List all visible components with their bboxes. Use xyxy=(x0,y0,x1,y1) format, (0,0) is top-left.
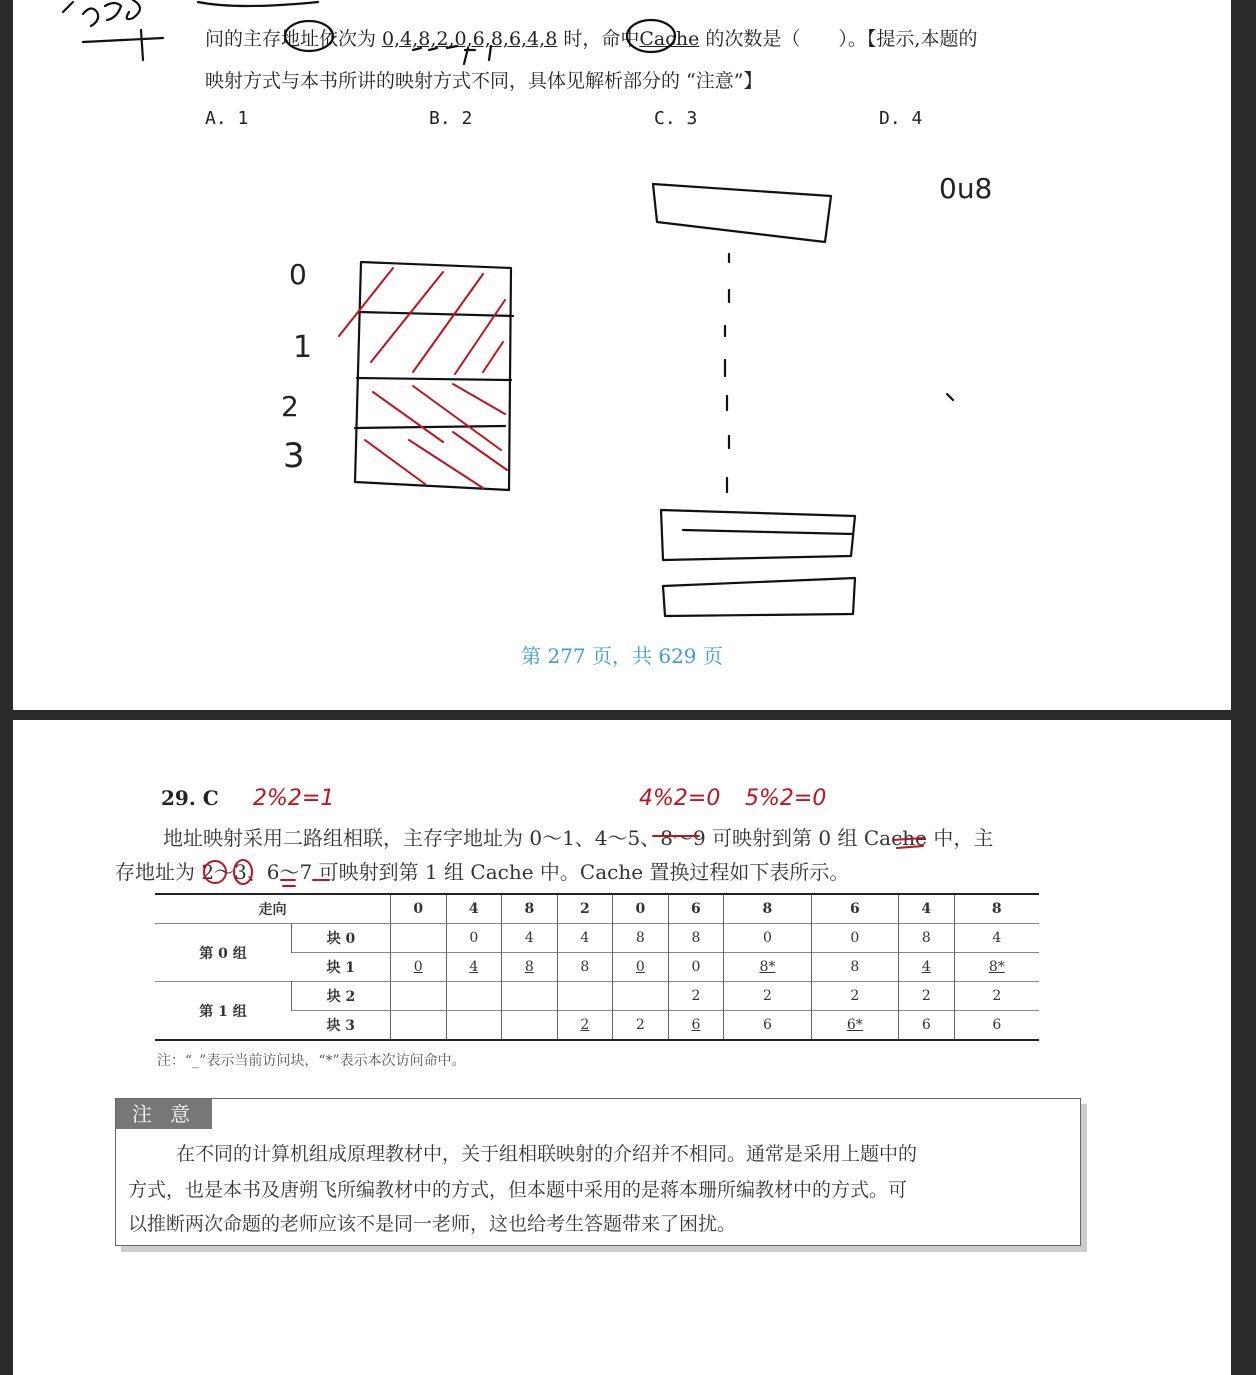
notice-box xyxy=(115,1098,1081,1246)
table-cell: 8 xyxy=(557,953,613,982)
table-cell: 2 xyxy=(899,982,955,1011)
block-label: 块 1 xyxy=(326,960,356,976)
scribble xyxy=(198,2,318,6)
red-hatching xyxy=(339,268,505,374)
table-header-row xyxy=(155,894,1039,924)
group-label: 第 1 组 xyxy=(199,1003,247,1020)
scribble xyxy=(947,394,953,400)
divider xyxy=(357,378,511,380)
table-cell xyxy=(391,982,447,1011)
red-hatching xyxy=(365,384,507,488)
circle-mark xyxy=(627,20,675,52)
table-cell: 4 xyxy=(557,924,613,953)
notice-line: 方式，也是本书及唐朔飞所编教材中的方式，但本题中采用的是蒋本珊所编教材中的方式。可 xyxy=(128,1179,908,1201)
table-header-cell: 8 xyxy=(954,894,1039,924)
option-a[interactable]: A. 1 xyxy=(205,108,249,129)
table-header-cell: 4 xyxy=(446,894,502,924)
table-cell: 2 xyxy=(668,982,724,1011)
table-cell: 6* xyxy=(811,1011,898,1041)
annotation-red: 2%2=1 xyxy=(253,786,335,811)
table-header-cell: 0 xyxy=(391,894,447,924)
cache-line-box xyxy=(653,184,831,242)
row-label-1: 1 xyxy=(293,330,313,365)
table-header-cell: 8 xyxy=(724,894,811,924)
annotation-red: 5%2=0 xyxy=(745,786,827,811)
hit-word: 命中 xyxy=(601,28,640,50)
scribble xyxy=(63,0,140,26)
notice-tag: 注 意 xyxy=(116,1099,212,1129)
table-cell xyxy=(557,982,613,1011)
cache-word: Cache xyxy=(639,28,700,50)
table-note: 注：“_”表示当前访问块，“*”表示本次访问命中。 xyxy=(157,1053,466,1069)
row-label-3: 3 xyxy=(283,436,305,476)
table-cell: 6 xyxy=(724,1011,811,1041)
notice-line: 以推断两次命题的老师应该不是同一老师，这也给考生答题带来了困扰。 xyxy=(128,1213,737,1235)
table-cell: 2 xyxy=(724,982,811,1011)
scribble xyxy=(83,30,163,60)
table-cell xyxy=(446,982,502,1011)
table-header-cell: 6 xyxy=(668,894,724,924)
table-cell: 2 xyxy=(954,982,1039,1011)
table-cell: 0 xyxy=(613,953,669,982)
circle-mark xyxy=(285,21,333,51)
table-cell: 0 xyxy=(724,924,811,953)
handwritten-sketch xyxy=(13,0,1231,710)
table-cell: 0 xyxy=(391,953,447,982)
explanation-line-2: 存地址为 2～3、6～7 可映射到第 1 组 Cache 中。Cache 置换过程如下表所示。 xyxy=(115,860,850,884)
group-label: 第 0 组 xyxy=(199,945,247,962)
table-cell xyxy=(391,924,447,953)
table-header-label: 走向 xyxy=(258,902,287,918)
table-cell xyxy=(391,1011,447,1041)
table-cell xyxy=(613,982,669,1011)
table-cell: 2 xyxy=(811,982,898,1011)
row-label-0: 0 xyxy=(289,258,307,291)
circle-mark xyxy=(204,861,226,883)
table-header-cell: 6 xyxy=(811,894,898,924)
table-cell: 4 xyxy=(502,924,558,953)
table-cell xyxy=(502,1011,558,1041)
block-label: 块 0 xyxy=(292,924,391,953)
table-header-cell: 2 xyxy=(557,894,613,924)
table-cell xyxy=(502,982,558,1011)
handwritten-note: 0u8 xyxy=(939,172,993,205)
table-header-cell: 8 xyxy=(502,894,558,924)
divider xyxy=(355,426,505,428)
question-text: 问的主存地址依次为 xyxy=(205,28,383,50)
cache-line-box xyxy=(661,510,855,560)
underline-dashes xyxy=(413,46,475,50)
option-b[interactable]: B. 2 xyxy=(429,108,473,129)
table-cell: 8 xyxy=(668,924,724,953)
table-header-cell: 4 xyxy=(899,894,955,924)
ellipsis-dashes xyxy=(725,254,729,492)
table-cell: 0 xyxy=(811,924,898,953)
table-cell: 6 xyxy=(668,1011,724,1041)
question-text: 时， xyxy=(557,28,602,50)
pdf-page-answer xyxy=(13,720,1231,1375)
cache-line-box xyxy=(663,578,855,616)
table-cell xyxy=(446,1011,502,1041)
block-label: 块 3 xyxy=(326,1018,356,1034)
question-line-2: 映射方式与本书所讲的映射方式不同，具体见解析部分的 “注意”】 xyxy=(205,70,763,92)
table-cell: 6 xyxy=(954,1011,1039,1041)
option-d[interactable]: D. 4 xyxy=(879,108,923,129)
divider xyxy=(359,312,513,316)
table-cell: 4 xyxy=(446,953,502,982)
table-cell: 4 xyxy=(954,924,1039,953)
red-underline xyxy=(281,836,923,886)
question-text: 的次数是（ ）。【提示,本题的 xyxy=(699,28,978,50)
table-cell: 6 xyxy=(899,1011,955,1041)
table-cell: 8 xyxy=(613,924,669,953)
table-cell: 8 xyxy=(502,953,558,982)
block-label: 块 2 xyxy=(292,982,391,1011)
pdf-page-277 xyxy=(13,0,1231,710)
red-annotations xyxy=(13,720,1231,1375)
notice-line: 在不同的计算机组成原理教材中，关于组相联映射的介绍并不相同。通常是采用上题中的 xyxy=(176,1143,918,1165)
cache-replacement-table xyxy=(155,893,1039,1041)
tick-marks xyxy=(464,46,491,64)
circle-mark xyxy=(234,860,252,884)
row-label-2: 2 xyxy=(281,390,299,423)
table-cell: 0 xyxy=(446,924,502,953)
table-row xyxy=(155,982,1039,1011)
table-cell: 8 xyxy=(899,924,955,953)
table-cell: 8 xyxy=(811,953,898,982)
table-row xyxy=(155,924,1039,953)
table-cell: 2 xyxy=(613,1011,669,1041)
explanation-line-1: 地址映射采用二路组相联，主存字地址为 0～1、4～5、8～9 可映射到第 0 组 Cache 中，主 xyxy=(163,826,994,850)
address-sequence: 0,4,8,2,0,6,8,6,4,8 xyxy=(382,28,558,50)
table-cell: 0 xyxy=(668,953,724,982)
page-footer: 第 277 页，共 629 页 xyxy=(521,644,723,668)
answer-heading: 29. C xyxy=(161,786,219,810)
annotation-red: 4%2=0 xyxy=(639,786,721,811)
option-c[interactable]: C. 3 xyxy=(654,108,698,129)
table-header-cell: 0 xyxy=(613,894,669,924)
table-cell: 2 xyxy=(557,1011,613,1041)
table-cell: 4 xyxy=(899,953,955,982)
table-cell: 8* xyxy=(724,953,811,982)
table-cell: 8* xyxy=(954,953,1039,982)
